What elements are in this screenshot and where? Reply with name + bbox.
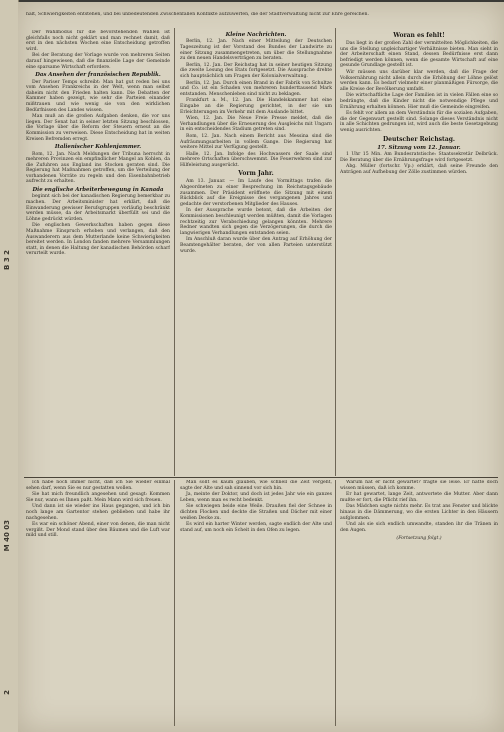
margin-marks-mid: B 3 2 — [3, 250, 11, 270]
feuilleton-para: Und als sie sich endlich umwandte, standen ihr die Tränen in den Augen. — [340, 522, 498, 533]
column-rule-2 — [335, 28, 336, 476]
col2-para: Berlin, 12. Jan. Der Reichstag hat in seiner heutigen Sitzung die zweite Lesung des Etats fortgesetzt. Die Aussprache drehte sich hauptsächlich um Fragen der Kolonialverwaltung. — [180, 62, 332, 79]
col3-heading-reichstag: Deutscher Reichstag. — [382, 135, 456, 143]
feuilleton-para: Warum hat er nicht gewartet? fragte sie leise. Er hätte doch wissen müssen, daß ich komme. — [340, 480, 498, 491]
top-continuation-text: halt, Schwierigkeiten entstehen, und bei unbedeutenden Zwischenfällen Konflikte aufzuwerfen, die der Stadtverwaltung nicht zur Ehre gereichen. — [26, 12, 369, 17]
feuilleton-rule-2 — [335, 480, 336, 726]
feuilleton-column-1 — [26, 480, 170, 726]
col2-heading-news: Kleine Nachrichten. — [225, 32, 287, 38]
col3-para: Die wirtschaftliche Lage der Familien ist in vielen Fällen eine so bedrängte, daß die Kinder nicht die notwendige Pflege und Ernährung erhalten können. Hier muß die Gemeinde eingreifen. — [340, 93, 498, 110]
col1-para: Der Wahlmodus für die bevorstehenden Wahlen ist gleichfalls noch nicht geklärt und man rechnet damit, daß erst in den nächsten Wochen eine Entscheidung getroffen wird. — [26, 30, 170, 52]
feuilleton-para: Sie hat mich freundlich angesehen und gesagt: Kommen Sie nur, wann es Ihnen paßt. Mein Mann wird sich freuen. — [26, 492, 170, 503]
col2-para: Halle, 12. Jan. Infolge des Hochwassers der Saale sind mehrere Ortschaften überschwemmt. Die Feuerwehren sind zur Hilfeleistung ausgerückt. — [180, 151, 332, 168]
feuilleton-rule-1 — [174, 480, 175, 726]
col1-para: Der Pariser Temps schreibt: Man hat gut reden bei uns vom Ansehen Frankreichs in der Welt, wenn man selbst daheim nicht den Frieden halten kann. Die Debatten der Kammer haben gezeigt, wie sehr die Parteien einander mißtrauen und wie wenig sie von den wirklichen Bedürfnissen des Landes wissen. — [26, 79, 170, 113]
col1-heading-republic: Das Ansehen der französischen Republik. — [35, 72, 161, 79]
feuilleton-para: Das Mädchen sagte nichts mehr. Es trat ans Fenster und blickte hinaus in die Dämmerung, wo die ersten Lichter in den Häusern aufglommen. — [340, 504, 498, 521]
col2-para: Berlin, 12. Jan. Nach einer Mitteilung der Deutschen Tageszeitung ist der Vorstand des Bundes der Landwirte zu einer Sitzung zusammengetreten, um über die Stellungnahme zu den neuen Handelsverträgen zu beraten. — [180, 39, 332, 62]
col1-para: Man muß an die großen Aufgaben denken, die vor uns liegen. Der Senat hat in seiner letzten Sitzung beschlossen, die Vorlage über die Reform der Steuern erneut an die Kommission zu verweisen. Diese Entscheidung hat in weiten Kreisen Befremden erregt. — [26, 114, 170, 142]
column-3 — [340, 30, 498, 472]
col2-para: Im Anschluß daran wurde über den Antrag auf Erhöhung der Beamtengehälter beraten, der von allen Parteien unterstützt wurde. — [180, 237, 332, 254]
col2-heading-vorm-jahr: Vorm Jahr. — [238, 170, 274, 178]
col3-para: Das liegt in der großen Zahl der vermittelten Möglichkeiten, die uns die Stellung ungleichartiger Verhältnisse bieten. Man sieht in der Arbeiterschaft einen Stand, dessen Bedürfnisse erst dann befriedigt werden können, wenn die gesamte Wirtschaft auf eine gesunde Grundlage gestellt ist. — [340, 41, 498, 69]
feuilleton-para: Er hat gewartet, lange Zeit, antwortete die Mutter. Aber dann mußte er fort, die Pflicht rief ihn. — [340, 492, 498, 503]
feuilleton-para: Man sollt es kaum glauben, wie schnell die Zeit vergeht, sagte der Alte und sah sinnend vor sich hin. — [180, 480, 332, 491]
newspaper-page — [18, 2, 504, 732]
feuilleton-column-2 — [180, 480, 332, 726]
col2-para: In der Aussprache wurde betont, daß die Arbeiten der Kommissionen beschleunigt werden müßten, damit die Vorlagen rechtzeitig zur Verabschiedung gelangen könnten. Mehrere Redner wandten sich gegen die Verzögerungen, die durch die langwierigen Verhandlungen entstanden seien. — [180, 208, 332, 236]
feuilleton-divider — [24, 477, 498, 478]
col1-para: Bei der Beratung der Vorlage wurde von mehreren Seiten darauf hingewiesen, daß die finanzielle Lage der Gemeinde eine sparsame Wirtschaft erfordere. — [26, 53, 170, 70]
column-1 — [26, 30, 170, 472]
column-rule-1 — [174, 28, 175, 476]
feuilleton-para: Es war ein schöner Abend, einer von denen, die man nicht vergißt. Der Mond stand über den Bäumen und die Luft war mild und still. — [26, 522, 170, 539]
col3-heading-woran: Woran es fehlt! — [393, 32, 445, 39]
margin-marks-low: M 40 03 — [3, 520, 11, 552]
feuilleton-para: Es wird ein harter Winter werden, sagte endlich der Alte und stand auf, um noch ein Scheit in den Ofen zu legen. — [180, 522, 332, 533]
col3-para: Es fehlt vor allem an dem Verständnis für die sozialen Aufgaben, die der Gegenwart gestellt sind. Solange dieses Verständnis nicht in alle Schichten gedrungen ist, wird auch die beste Gesetzgebung wenig ausrichten. — [340, 111, 498, 133]
binding-margin — [0, 0, 19, 732]
col1-heading-canada: Die englische Arbeiterbewegung in Kanada — [32, 187, 164, 194]
col2-para: Rom, 12. Jan. Nach einem Bericht aus Messina sind die Aufräumungsarbeiten in vollem Gange. Die Regierung hat weitere Mittel zur Verfügung gestellt. — [180, 133, 332, 151]
margin-mark-bottom: 2 — [3, 690, 11, 695]
col3-para: Abg. Müller (fortschr. Vp.) erklärt, daß seine Freunde den Anträgen auf Aufhebung der Zölle zustimmen würden. — [340, 164, 498, 175]
col2-para: Wien, 12. Jan. Die Neue Freie Presse meldet, daß die Verhandlungen über die Erneuerung des Ausgleichs mit Ungarn in ein entscheidendes Stadium getreten sind. — [180, 116, 332, 133]
feuilleton-para: Sie schwiegen beide eine Weile. Draußen fiel der Schnee in dichten Flocken und deckte die Straßen und Dächer mit einer weißen Decke zu. — [180, 504, 332, 521]
continued-notice: (Fortsetzung folgt.) — [396, 536, 442, 542]
col3-subheading-sitting: 17. Sitzung vom 12. Januar. — [377, 144, 461, 151]
col1-para: Rom, 12. Jan. Nach Meldungen der Tribuna herrscht in mehreren Provinzen ein empfindlicher Mangel an Kohlen, da die Zufuhren aus England ins Stocken geraten sind. Die Regierung hat Maßnahmen getroffen, um die Verteilung der vorhandenen Vorräte zu regeln und den Eisenbahnbetrieb aufrecht zu erhalten. — [26, 151, 170, 185]
feuilleton-para: Und dann ist sie wieder ins Haus gegangen, und ich bin noch lange am Gartentor stehen geblieben und habe ihr nachgesehen. — [26, 504, 170, 521]
column-2 — [180, 30, 332, 472]
col1-para: Die englischen Gewerkschaften haben gegen diese Maßnahme Einspruch erhoben und verlangen, daß den Auswanderern aus dem Mutterlande keine Schwierigkeiten bereitet werden. In London fanden mehrere Versammlungen statt, in denen die Haltung der kanadischen Behörden scharf verurteilt wurde. — [26, 223, 170, 257]
col2-para: Frankfurt a. M., 12. Jan. Die Handelskammer hat eine Eingabe an die Regierung gerichtet, in der sie um Erleichterungen im Verkehr mit dem Auslande bittet. — [180, 98, 332, 115]
col3-para: 1 Uhr 15 Min. Am Bundesratstische: Staatssekretär Delbrück. Die Beratung über die Ernährungsfrage wird fortgesetzt. — [340, 151, 498, 163]
col3-para: Wir müssen uns darüber klar werden, daß die Frage der Volksernährung nicht allein durch die Erhöhung der Löhne gelöst werden kann. Es bedarf vielmehr einer planmäßigen Fürsorge, die alle Kreise der Bevölkerung umfaßt. — [340, 69, 498, 92]
feuilleton-para: Ich habe noch immer nicht, daß ich Sie wieder einmal sehen darf, wenn Sie es nur gestatten wollen. — [26, 480, 170, 491]
col2-para: Berlin, 12. Jan. Durch einen Brand in der Fabrik von Schultze und Co. ist ein Schaden von mehreren hunderttausend Mark entstanden. Menschenleben sind nicht zu beklagen. — [180, 80, 332, 97]
col1-heading-coal: Italienischer Kohlenjammer. — [54, 144, 142, 151]
feuilleton-column-3 — [340, 480, 498, 726]
col2-para: Am 13. Januar. — Im Laufe des Vormittags trafen die Abgeordneten zu einer Besprechung im Reichstagsgebäude zusammen. Der Präsident eröffnete die Sitzung mit einem Rückblick auf die Ereignisse des vergangenen Jahres und gedachte der verstorbenen Mitglieder des Hauses. — [180, 179, 332, 207]
col1-para: beginnt sich bei der kanadischen Regierung bemerkbar zu machen. Der Arbeitsminister hat erklärt, daß die Einwanderung gewisser Berufsgruppen vorläufig beschränkt werden müsse, da der Arbeitsmarkt überfüllt sei und die Löhne gedrückt würden. — [26, 194, 170, 222]
feuilleton-para: Ja, meinte der Doktor, und doch ist jedes Jahr wie ein ganzes Leben, wenn man es recht bedenkt. — [180, 492, 332, 503]
